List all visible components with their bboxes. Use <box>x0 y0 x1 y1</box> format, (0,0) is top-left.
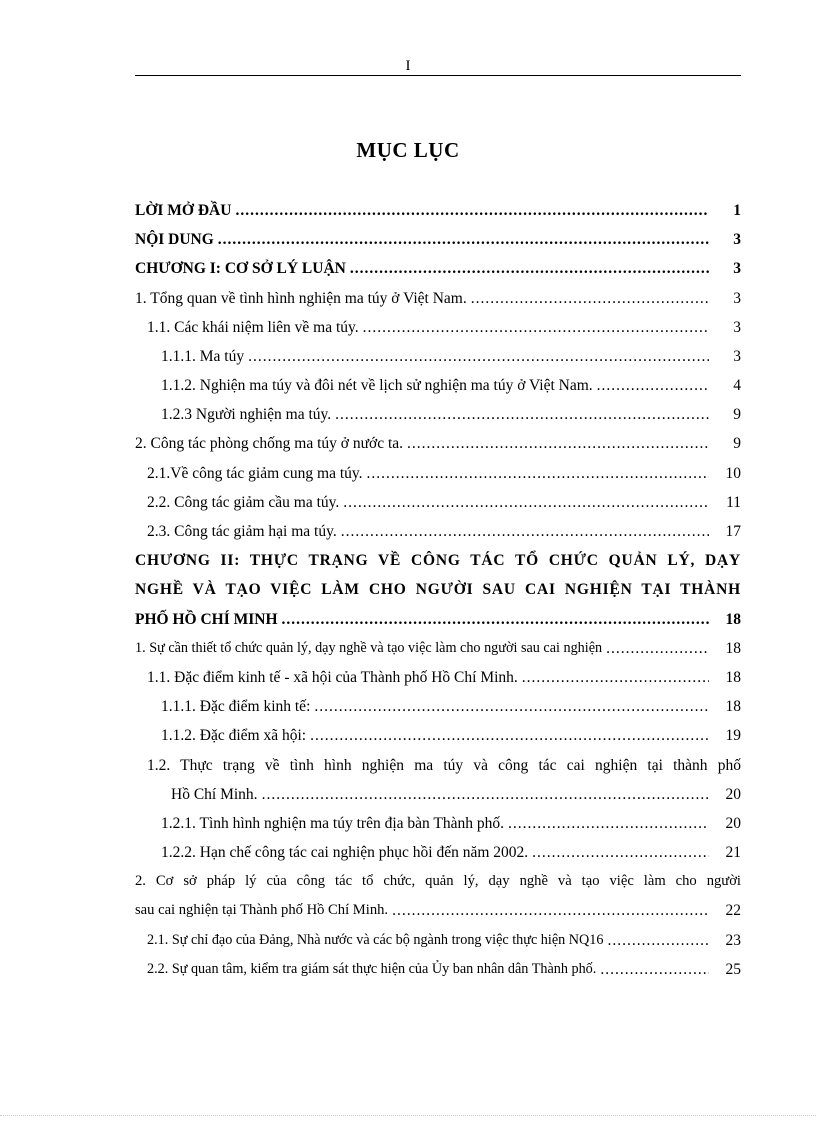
toc-entry-c2-2-2[interactable] <box>135 955 741 984</box>
toc-label: 1. Tổng quan về tình hình nghiện ma túy ở Việt Nam. <box>135 289 467 307</box>
toc-page: 17 <box>725 523 741 541</box>
toc-label: sau cai nghiện tại Thành phố Hồ Chí Minh. <box>135 902 389 919</box>
toc-page: 3 <box>733 318 741 336</box>
toc-page: 9 <box>733 435 741 453</box>
toc-entry-2-2[interactable] <box>135 488 741 517</box>
toc-page: 19 <box>725 727 741 745</box>
toc-page: 4 <box>733 377 741 395</box>
toc-label: 1.2.2. Hạn chế công tác cai nghiện phục hồi đến năm 2002. <box>161 844 529 862</box>
toc-label: 2.1.Về công tác giảm cung ma túy. <box>147 464 363 482</box>
dot-leader <box>235 196 709 225</box>
toc-label: 2.3. Công tác giảm hại ma túy. <box>147 523 337 541</box>
toc-label: LỜI MỞ ĐẦU <box>135 201 232 219</box>
toc-entry-2[interactable] <box>135 430 741 459</box>
dot-leader <box>218 225 709 254</box>
toc-label: 1.1. Đặc điểm kinh tế - xã hội của Thành phố Hồ Chí Minh. <box>147 668 518 686</box>
toc-entry-chuong-1[interactable] <box>135 254 741 283</box>
toc-entry-noi-dung[interactable] <box>135 225 741 254</box>
toc-page: 18 <box>725 698 741 716</box>
dot-leader <box>522 663 709 692</box>
toc-page: 21 <box>725 844 741 862</box>
dot-leader <box>392 896 709 925</box>
dot-leader <box>508 809 709 838</box>
toc-label: 2.2. Sự quan tâm, kiểm tra giám sát thực hiện của Ủy ban nhân dân Thành phố. <box>147 960 597 977</box>
toc-label: NỘI DUNG <box>135 231 214 249</box>
toc-entry-2-1[interactable] <box>135 459 741 488</box>
toc-entry-c2-1-2-last-line[interactable] <box>135 780 741 809</box>
toc-page: 10 <box>725 464 741 482</box>
toc-page: 1 <box>733 201 741 219</box>
toc-entry-c2-1-1-2[interactable] <box>135 721 741 750</box>
toc-label: 1.1.1. Đặc điểm kinh tế: <box>161 698 311 716</box>
toc-label: Hồ Chí Minh. <box>171 785 258 803</box>
toc-label: 1.1.1. Ma túy <box>161 347 245 365</box>
dot-leader <box>350 254 709 283</box>
toc-entry-c2-1-1-1[interactable] <box>135 692 741 721</box>
toc-label: 2.2. Công tác giảm cầu ma túy. <box>147 493 340 511</box>
toc-page: 11 <box>726 493 741 511</box>
dot-leader <box>363 313 709 342</box>
toc-entry-1-1[interactable] <box>135 313 741 342</box>
toc-entry-1-1-1[interactable] <box>135 342 741 371</box>
toc-entry-1[interactable] <box>135 284 741 313</box>
toc-page: 18 <box>725 639 741 657</box>
header-rule <box>135 75 741 76</box>
toc-entry-1-2-3[interactable] <box>135 400 741 429</box>
dot-leader <box>282 605 709 634</box>
toc-entry-c2-2-1[interactable] <box>135 926 741 955</box>
toc-label: 2. Công tác phòng chống ma túy ở nước ta. <box>135 435 404 453</box>
toc-page: 25 <box>725 960 741 978</box>
toc-page: 20 <box>725 785 741 803</box>
dot-leader <box>367 459 709 488</box>
toc-page: 22 <box>725 902 741 920</box>
toc-entry-c2-1-1[interactable] <box>135 663 741 692</box>
toc-entry-c2-1[interactable] <box>135 634 741 663</box>
dot-leader <box>248 342 709 371</box>
toc-page: 3 <box>733 231 741 249</box>
page-title: MỤC LỤC <box>356 138 460 162</box>
dot-leader <box>607 926 709 955</box>
toc-label-line: CHƯƠNG II: THỰC TRẠNG VỀ CÔNG TÁC TỔ CHỨC QUẢN LÝ, DẠY <box>135 552 741 570</box>
page-number: I <box>405 58 411 74</box>
toc-page: 9 <box>733 406 741 424</box>
toc-label: 1.2.1. Tình hình nghiện ma túy trên địa bàn Thành phố. <box>161 814 504 832</box>
toc-entry-c2-2-last-line[interactable] <box>135 897 741 926</box>
toc-label: CHƯƠNG I: CƠ SỞ LÝ LUẬN <box>135 260 346 278</box>
toc-label: PHỐ HỒ CHÍ MINH <box>135 610 278 628</box>
toc-label-line: 1.2. Thực trạng về tình hình nghiện ma túy và công tác cai nghiện tại thành phố <box>147 756 741 774</box>
toc-label: 1.2.3 Người nghiện ma túy. <box>161 406 332 424</box>
toc-label: 1.1.2. Nghiện ma túy và đôi nét về lịch sử nghiện ma túy ở Việt Nam. <box>161 377 593 395</box>
toc-page: 3 <box>733 289 741 307</box>
dot-leader <box>606 634 709 663</box>
toc-entry-c2-1-2-1[interactable] <box>135 809 741 838</box>
dot-leader <box>600 955 709 984</box>
toc-entry-c2-1-2-2[interactable] <box>135 838 741 867</box>
toc-entry-loi-mo-dau[interactable] <box>135 196 741 225</box>
toc-entry-1-1-2[interactable] <box>135 371 741 400</box>
dot-leader <box>310 721 709 750</box>
dot-leader <box>532 838 709 867</box>
toc-label: 2.1. Sự chỉ đạo của Đảng, Nhà nước và các bộ ngành trong việc thực hiện NQ16 <box>147 931 604 948</box>
dot-leader <box>335 400 709 429</box>
toc-label-line: NGHỀ VÀ TẠO VIỆC LÀM CHO NGƯỜI SAU CAI NGHIỆN TẠI THÀNH <box>135 581 741 599</box>
dot-leader <box>262 780 709 809</box>
toc-label: 1.1. Các khái niệm liên về ma túy. <box>147 318 359 336</box>
toc-entry-c2-1-2[interactable] <box>135 751 741 780</box>
toc-entry-c2-2[interactable] <box>135 867 741 896</box>
toc-label: 1.1.2. Đặc điểm xã hội: <box>161 727 307 745</box>
dot-leader <box>341 517 709 546</box>
toc-page: 18 <box>725 668 741 686</box>
table-of-contents <box>135 196 741 984</box>
toc-entry-chuong-2-last-line[interactable] <box>135 605 741 634</box>
dot-leader <box>407 429 709 458</box>
toc-entry-chuong-2[interactable] <box>135 546 741 604</box>
toc-page: 3 <box>733 260 741 278</box>
dot-leader <box>343 488 709 517</box>
dot-leader <box>314 692 709 721</box>
toc-page: 20 <box>725 814 741 832</box>
toc-entry-2-3[interactable] <box>135 517 741 546</box>
toc-page: 3 <box>733 347 741 365</box>
toc-page: 18 <box>725 610 741 628</box>
dot-leader <box>597 371 709 400</box>
toc-page: 23 <box>725 931 741 949</box>
toc-label-line: 2. Cơ sở pháp lý của công tác tổ chức, quản lý, dạy nghề và tạo việc làm cho người <box>135 873 741 890</box>
dot-leader <box>471 284 709 313</box>
toc-label: 1. Sự cần thiết tổ chức quản lý, dạy nghề và tạo việc làm cho người sau cai nghiện <box>135 639 603 656</box>
page-bottom-border <box>0 1115 816 1116</box>
